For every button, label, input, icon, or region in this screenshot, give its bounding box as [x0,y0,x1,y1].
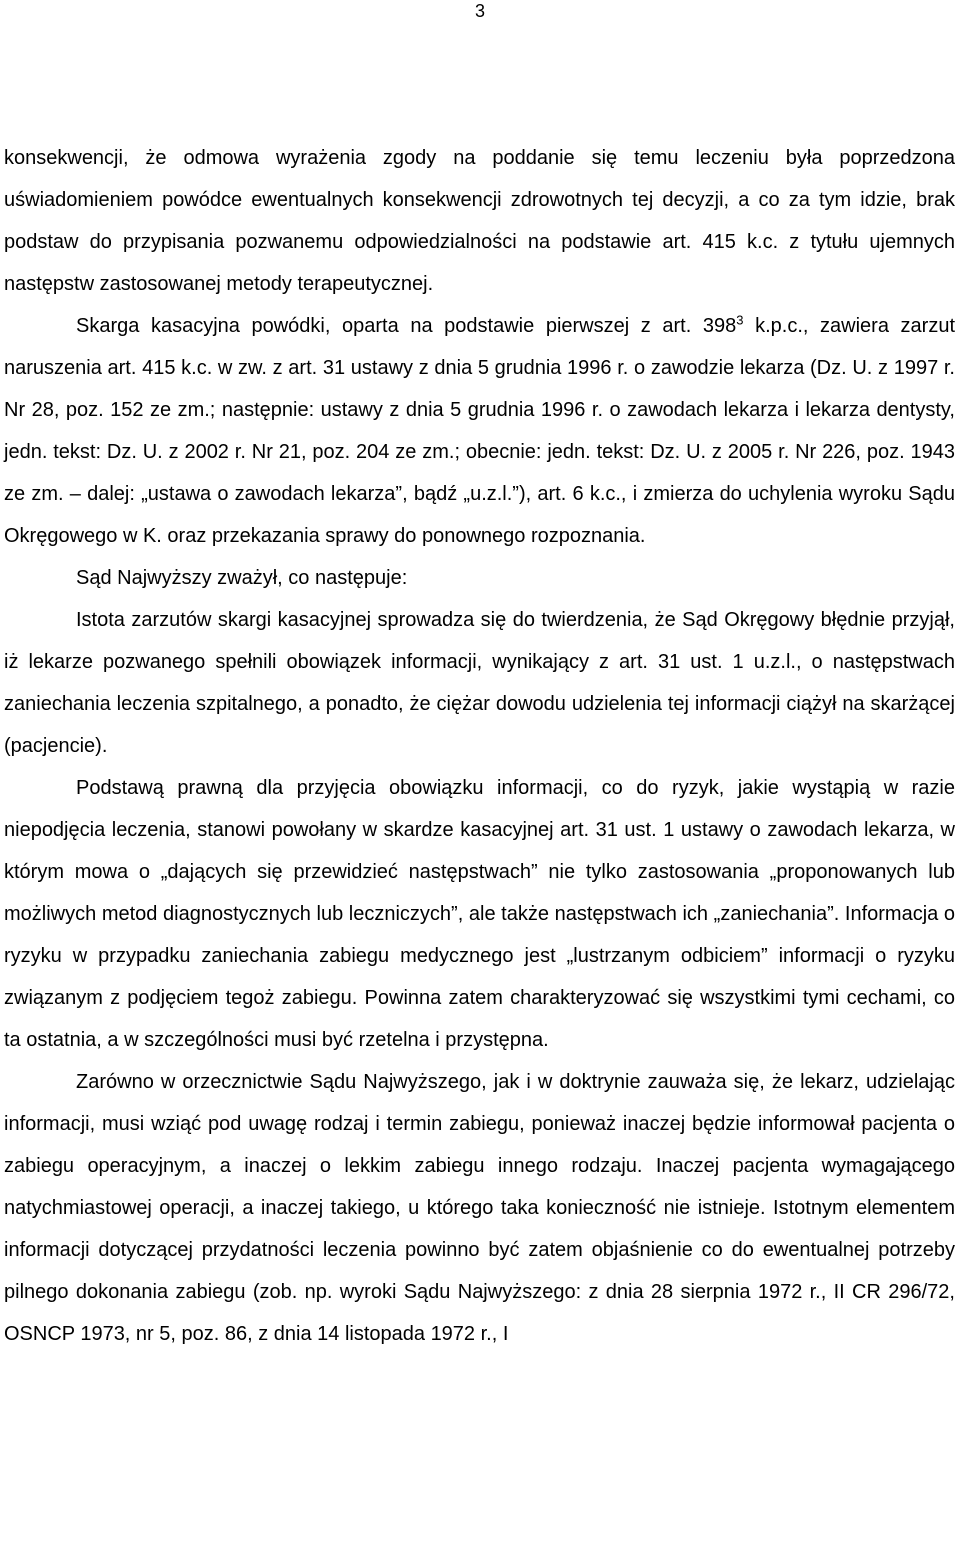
paragraph [4,557,955,599]
paragraph [4,305,955,557]
document-body [4,137,955,1355]
paragraph [4,137,955,305]
paragraph-text: Skarga kasacyjna powódki, oparta na podstawie pierwszej z art. 398 [76,315,737,337]
paragraph [4,1061,955,1355]
paragraph [4,767,955,1061]
paragraph-text: Sąd Najwyższy zważył, co następuje: [76,567,408,589]
paragraph-text: Zarówno w orzecznictwie Sądu Najwyższego, jak i w doktrynie zauważa się, że lekarz, udzielając informacji, musi wziąć pod uwagę rodzaj i termin zabiegu, ponieważ inaczej będzie informował pacjenta o zabiegu operacyjnym, a inaczej o lekkim zabiegu innego rodzaju. Inaczej pacjenta wymagającego natychmiastowej operacji, a inaczej takiego, u którego taka konieczność nie istnieje. Istotnym elementem informacji dotyczącej przydatności leczenia powinno być zatem objaśnienie co do ewentualnej potrzeby pilnego dokonania zabiegu (zob. np. wyroki Sądu Najwyższego: z dnia 28 sierpnia 1972 r., II CR 296/72, OSNCP 1973, nr 5, poz. 86, z dnia 14 listopada 1972 r., I [4,1071,955,1345]
paragraph-text: konsekwencji, że odmowa wyrażenia zgody na poddanie się temu leczeniu była poprzedzona uświadomieniem powódce ewentualnych konsekwencji zdrowotnych tej decyzji, a co za tym idzie, brak podstaw do przypisania pozwanemu odpowiedzialności na podstawie art. 415 k.c. z tytułu ujemnych następstw zastosowanej metody terapeutycznej. [4,147,955,295]
paragraph [4,599,955,767]
paragraph-text: Istota zarzutów skargi kasacyjnej sprowadza się do twierdzenia, że Sąd Okręgowy błędnie przyjął, iż lekarze pozwanego spełnili obowiązek informacji, wynikający z art. 31 ust. 1 u.z.l., o następstwach zaniechania leczenia szpitalnego, a ponadto, że ciężar dowodu udzielenia tej informacji ciążył na skarżącej (pacjencie). [4,609,955,757]
page-number: 3 [474,1,485,21]
superscript-text: 3 [736,312,744,328]
paragraph-text: Podstawą prawną dla przyjęcia obowiązku informacji, co do ryzyk, jakie wystąpią w razie niepodjęcia leczenia, stanowi powołany w skardze kasacyjnej art. 31 ust. 1 ustawy o zawodach lekarza, w którym mowa o „dających się przewidzieć następstwach” nie tylko zastosowania „proponowanych lub możliwych metod diagnostycznych lub leczniczych”, ale także następstwach ich „zaniechania”. Informacja o ryzyku w przypadku zaniechania zabiegu medycznego jest „lustrzanym odbiciem” informacji o ryzyku związanym z podjęciem tegoż zabiegu. Powinna zatem charakteryzować się wszystkimi tymi cechami, co ta ostatnia, a w szczególności musi być rzetelna i przystępna. [4,777,955,1051]
paragraph-text: k.p.c., zawiera zarzut naruszenia art. 415 k.c. w zw. z art. 31 ustawy z dnia 5 grudnia 1996 r. o zawodzie lekarza (Dz. U. z 1997 r. Nr 28, poz. 152 ze zm.; następnie: ustawy z dnia 5 grudnia 1996 r. o zawodach lekarza i lekarza dentysty, jedn. tekst: Dz. U. z 2002 r. Nr 21, poz. 204 ze zm.; obecnie: jedn. tekst: Dz. U. z 2005 r. Nr 226, poz. 1943 ze zm. – dalej: „ustawa o zawodach lekarza”, bądź „u.z.l.”), art. 6 k.c., i zmierza do uchylenia wyroku Sądu Okręgowego w K. oraz przekazania sprawy do ponownego rozpoznania. [4,315,955,547]
